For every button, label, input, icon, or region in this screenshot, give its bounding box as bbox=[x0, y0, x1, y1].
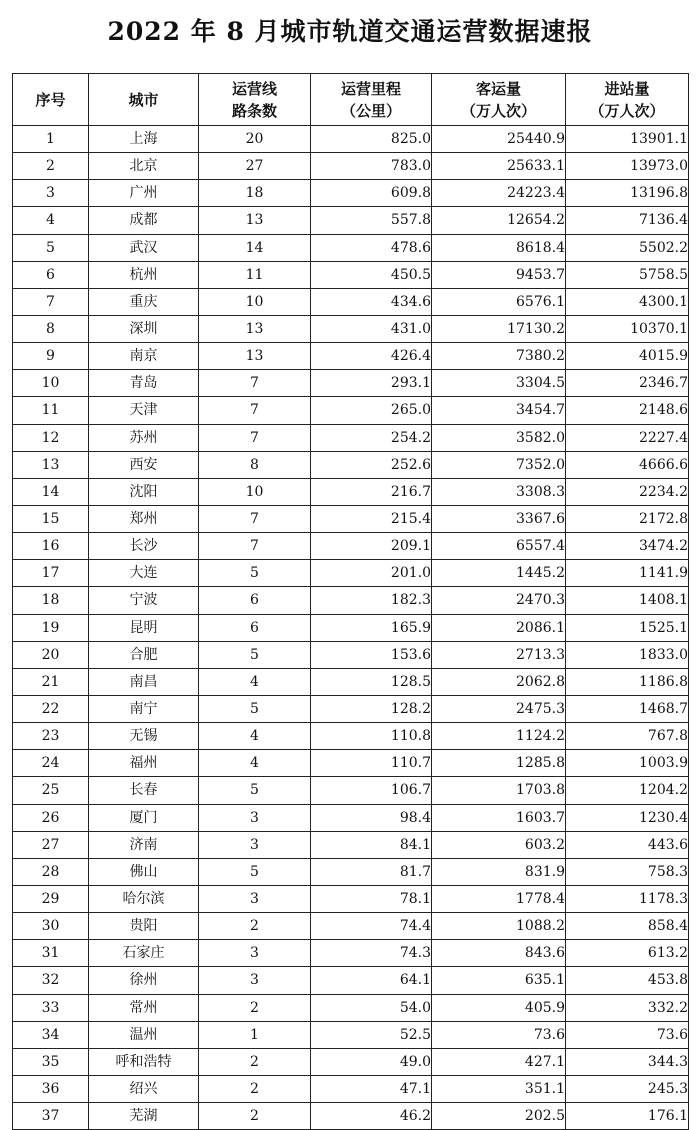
cell-city: 长沙 bbox=[89, 533, 199, 560]
cell-city: 徐州 bbox=[89, 967, 199, 994]
cell-mileage: 431.0 bbox=[311, 315, 432, 342]
table-row bbox=[13, 614, 689, 641]
cell-lines: 3 bbox=[199, 804, 311, 831]
cell-mileage: 52.5 bbox=[311, 1021, 432, 1048]
cell-city: 绍兴 bbox=[89, 1075, 199, 1102]
cell-city: 郑州 bbox=[89, 505, 199, 532]
table-row bbox=[13, 831, 689, 858]
cell-seq: 25 bbox=[13, 777, 89, 804]
cell-city: 上海 bbox=[89, 126, 199, 153]
cell-ridership: 1703.8 bbox=[432, 777, 566, 804]
cell-ridership: 2713.3 bbox=[432, 641, 566, 668]
header-city: 城市 bbox=[89, 74, 199, 126]
cell-lines: 7 bbox=[199, 397, 311, 424]
cell-city: 大连 bbox=[89, 560, 199, 587]
cell-seq: 10 bbox=[13, 370, 89, 397]
table-row bbox=[13, 668, 689, 695]
header-mileage bbox=[311, 74, 432, 126]
cell-seq: 36 bbox=[13, 1075, 89, 1102]
cell-ridership: 1445.2 bbox=[432, 560, 566, 587]
header-entries-line2: （万人次） bbox=[589, 101, 665, 120]
cell-entries: 1178.3 bbox=[566, 885, 689, 912]
cell-seq: 23 bbox=[13, 723, 89, 750]
cell-seq: 34 bbox=[13, 1021, 89, 1048]
cell-mileage: 209.1 bbox=[311, 533, 432, 560]
cell-lines: 3 bbox=[199, 831, 311, 858]
table-row bbox=[13, 1048, 689, 1075]
cell-city: 长春 bbox=[89, 777, 199, 804]
cell-entries: 13196.8 bbox=[566, 180, 689, 207]
cell-lines: 2 bbox=[199, 1103, 311, 1130]
cell-ridership: 2470.3 bbox=[432, 587, 566, 614]
cell-seq: 22 bbox=[13, 695, 89, 722]
cell-mileage: 783.0 bbox=[311, 153, 432, 180]
cell-entries: 767.8 bbox=[566, 723, 689, 750]
cell-ridership: 3367.6 bbox=[432, 505, 566, 532]
cell-mileage: 49.0 bbox=[311, 1048, 432, 1075]
table-row bbox=[13, 370, 689, 397]
cell-seq: 13 bbox=[13, 451, 89, 478]
table-row bbox=[13, 994, 689, 1021]
cell-lines: 5 bbox=[199, 858, 311, 885]
cell-mileage: 153.6 bbox=[311, 641, 432, 668]
cell-entries: 13901.1 bbox=[566, 126, 689, 153]
cell-city: 石家庄 bbox=[89, 940, 199, 967]
table-row bbox=[13, 723, 689, 750]
cell-mileage: 110.8 bbox=[311, 723, 432, 750]
table-row bbox=[13, 641, 689, 668]
cell-ridership: 3454.7 bbox=[432, 397, 566, 424]
cell-lines: 8 bbox=[199, 451, 311, 478]
cell-ridership: 73.6 bbox=[432, 1021, 566, 1048]
cell-mileage: 98.4 bbox=[311, 804, 432, 831]
cell-lines: 7 bbox=[199, 505, 311, 532]
cell-city: 成都 bbox=[89, 207, 199, 234]
cell-lines: 6 bbox=[199, 587, 311, 614]
cell-mileage: 609.8 bbox=[311, 180, 432, 207]
table-row bbox=[13, 858, 689, 885]
cell-lines: 7 bbox=[199, 370, 311, 397]
cell-ridership: 7352.0 bbox=[432, 451, 566, 478]
header-seq: 序号 bbox=[13, 74, 89, 126]
cell-seq: 6 bbox=[13, 261, 89, 288]
cell-mileage: 106.7 bbox=[311, 777, 432, 804]
table-row bbox=[13, 777, 689, 804]
cell-mileage: 74.3 bbox=[311, 940, 432, 967]
cell-city: 杭州 bbox=[89, 261, 199, 288]
table-row bbox=[13, 343, 689, 370]
cell-lines: 5 bbox=[199, 560, 311, 587]
cell-lines: 2 bbox=[199, 994, 311, 1021]
cell-lines: 3 bbox=[199, 967, 311, 994]
cell-mileage: 182.3 bbox=[311, 587, 432, 614]
table-row bbox=[13, 750, 689, 777]
cell-lines: 2 bbox=[199, 1075, 311, 1102]
table-row bbox=[13, 587, 689, 614]
table-row bbox=[13, 533, 689, 560]
cell-city: 厦门 bbox=[89, 804, 199, 831]
cell-ridership: 2086.1 bbox=[432, 614, 566, 641]
cell-seq: 27 bbox=[13, 831, 89, 858]
cell-entries: 1833.0 bbox=[566, 641, 689, 668]
cell-seq: 5 bbox=[13, 234, 89, 261]
cell-mileage: 557.8 bbox=[311, 207, 432, 234]
cell-mileage: 450.5 bbox=[311, 261, 432, 288]
cell-ridership: 603.2 bbox=[432, 831, 566, 858]
cell-mileage: 46.2 bbox=[311, 1103, 432, 1130]
cell-mileage: 81.7 bbox=[311, 858, 432, 885]
cell-ridership: 6576.1 bbox=[432, 288, 566, 315]
cell-mileage: 254.2 bbox=[311, 424, 432, 451]
cell-lines: 3 bbox=[199, 885, 311, 912]
cell-entries: 7136.4 bbox=[566, 207, 689, 234]
cell-mileage: 74.4 bbox=[311, 913, 432, 940]
table-row bbox=[13, 234, 689, 261]
cell-mileage: 825.0 bbox=[311, 126, 432, 153]
cell-ridership: 9453.7 bbox=[432, 261, 566, 288]
header-ridership-line2: （万人次） bbox=[460, 101, 536, 120]
cell-seq: 19 bbox=[13, 614, 89, 641]
page-title: 2022 年 8 月城市轨道交通运营数据速报 bbox=[107, 17, 593, 46]
cell-entries: 2227.4 bbox=[566, 424, 689, 451]
cell-seq: 14 bbox=[13, 478, 89, 505]
header-mileage-line2: （公里） bbox=[340, 101, 401, 120]
cell-lines: 4 bbox=[199, 723, 311, 750]
cell-seq: 8 bbox=[13, 315, 89, 342]
cell-city: 深圳 bbox=[89, 315, 199, 342]
cell-mileage: 47.1 bbox=[311, 1075, 432, 1102]
cell-seq: 20 bbox=[13, 641, 89, 668]
cell-mileage: 128.2 bbox=[311, 695, 432, 722]
cell-mileage: 201.0 bbox=[311, 560, 432, 587]
cell-seq: 4 bbox=[13, 207, 89, 234]
cell-mileage: 434.6 bbox=[311, 288, 432, 315]
cell-entries: 1141.9 bbox=[566, 560, 689, 587]
table-row bbox=[13, 885, 689, 912]
cell-ridership: 8618.4 bbox=[432, 234, 566, 261]
cell-seq: 2 bbox=[13, 153, 89, 180]
cell-entries: 1003.9 bbox=[566, 750, 689, 777]
cell-mileage: 265.0 bbox=[311, 397, 432, 424]
cell-entries: 1186.8 bbox=[566, 668, 689, 695]
cell-entries: 1468.7 bbox=[566, 695, 689, 722]
cell-entries: 5502.2 bbox=[566, 234, 689, 261]
cell-mileage: 84.1 bbox=[311, 831, 432, 858]
cell-ridership: 25633.1 bbox=[432, 153, 566, 180]
cell-city: 西安 bbox=[89, 451, 199, 478]
cell-ridership: 405.9 bbox=[432, 994, 566, 1021]
cell-mileage: 128.5 bbox=[311, 668, 432, 695]
cell-mileage: 426.4 bbox=[311, 343, 432, 370]
cell-ridership: 25440.9 bbox=[432, 126, 566, 153]
cell-ridership: 3304.5 bbox=[432, 370, 566, 397]
cell-city: 天津 bbox=[89, 397, 199, 424]
cell-seq: 16 bbox=[13, 533, 89, 560]
cell-ridership: 427.1 bbox=[432, 1048, 566, 1075]
cell-city: 广州 bbox=[89, 180, 199, 207]
cell-city: 南宁 bbox=[89, 695, 199, 722]
cell-entries: 1230.4 bbox=[566, 804, 689, 831]
cell-mileage: 54.0 bbox=[311, 994, 432, 1021]
header-lines-line1: 运营线 bbox=[231, 79, 277, 98]
cell-seq: 11 bbox=[13, 397, 89, 424]
table-row bbox=[13, 913, 689, 940]
cell-mileage: 78.1 bbox=[311, 885, 432, 912]
cell-lines: 7 bbox=[199, 424, 311, 451]
cell-lines: 13 bbox=[199, 207, 311, 234]
cell-city: 武汉 bbox=[89, 234, 199, 261]
cell-entries: 1204.2 bbox=[566, 777, 689, 804]
cell-ridership: 12654.2 bbox=[432, 207, 566, 234]
cell-entries: 5758.5 bbox=[566, 261, 689, 288]
cell-ridership: 202.5 bbox=[432, 1103, 566, 1130]
cell-city: 芜湖 bbox=[89, 1103, 199, 1130]
cell-city: 北京 bbox=[89, 153, 199, 180]
cell-lines: 10 bbox=[199, 478, 311, 505]
cell-city: 沈阳 bbox=[89, 478, 199, 505]
cell-entries: 4666.6 bbox=[566, 451, 689, 478]
table-row bbox=[13, 180, 689, 207]
cell-city: 重庆 bbox=[89, 288, 199, 315]
cell-entries: 453.8 bbox=[566, 967, 689, 994]
cell-lines: 7 bbox=[199, 533, 311, 560]
cell-city: 南昌 bbox=[89, 668, 199, 695]
table-header-row bbox=[13, 74, 689, 126]
table-row bbox=[13, 451, 689, 478]
cell-entries: 443.6 bbox=[566, 831, 689, 858]
table-row bbox=[13, 153, 689, 180]
cell-ridership: 3582.0 bbox=[432, 424, 566, 451]
cell-city: 济南 bbox=[89, 831, 199, 858]
cell-ridership: 2475.3 bbox=[432, 695, 566, 722]
table-row bbox=[13, 1021, 689, 1048]
cell-ridership: 6557.4 bbox=[432, 533, 566, 560]
cell-ridership: 17130.2 bbox=[432, 315, 566, 342]
header-ridership-line1: 客运量 bbox=[475, 79, 521, 98]
table-row bbox=[13, 126, 689, 153]
cell-lines: 5 bbox=[199, 777, 311, 804]
cell-lines: 1 bbox=[199, 1021, 311, 1048]
cell-mileage: 478.6 bbox=[311, 234, 432, 261]
cell-mileage: 165.9 bbox=[311, 614, 432, 641]
table-row bbox=[13, 424, 689, 451]
cell-seq: 12 bbox=[13, 424, 89, 451]
cell-seq: 3 bbox=[13, 180, 89, 207]
cell-city: 南京 bbox=[89, 343, 199, 370]
cell-ridership: 1285.8 bbox=[432, 750, 566, 777]
cell-entries: 176.1 bbox=[566, 1103, 689, 1130]
cell-seq: 15 bbox=[13, 505, 89, 532]
cell-seq: 28 bbox=[13, 858, 89, 885]
cell-entries: 245.3 bbox=[566, 1075, 689, 1102]
cell-city: 福州 bbox=[89, 750, 199, 777]
cell-seq: 24 bbox=[13, 750, 89, 777]
cell-ridership: 24223.4 bbox=[432, 180, 566, 207]
cell-lines: 4 bbox=[199, 750, 311, 777]
cell-lines: 2 bbox=[199, 913, 311, 940]
cell-seq: 1 bbox=[13, 126, 89, 153]
table-row bbox=[13, 505, 689, 532]
cell-city: 温州 bbox=[89, 1021, 199, 1048]
cell-lines: 4 bbox=[199, 668, 311, 695]
cell-lines: 2 bbox=[199, 1048, 311, 1075]
cell-entries: 13973.0 bbox=[566, 153, 689, 180]
cell-lines: 3 bbox=[199, 940, 311, 967]
cell-entries: 2172.8 bbox=[566, 505, 689, 532]
cell-lines: 13 bbox=[199, 343, 311, 370]
cell-seq: 29 bbox=[13, 885, 89, 912]
cell-entries: 2346.7 bbox=[566, 370, 689, 397]
cell-mileage: 293.1 bbox=[311, 370, 432, 397]
cell-entries: 613.2 bbox=[566, 940, 689, 967]
cell-city: 合肥 bbox=[89, 641, 199, 668]
cell-seq: 21 bbox=[13, 668, 89, 695]
header-entries-line1: 进站量 bbox=[604, 79, 650, 98]
header-lines bbox=[199, 74, 311, 126]
cell-ridership: 1124.2 bbox=[432, 723, 566, 750]
cell-lines: 10 bbox=[199, 288, 311, 315]
cell-lines: 27 bbox=[199, 153, 311, 180]
cell-entries: 4300.1 bbox=[566, 288, 689, 315]
cell-seq: 32 bbox=[13, 967, 89, 994]
cell-ridership: 1778.4 bbox=[432, 885, 566, 912]
cell-city: 无锡 bbox=[89, 723, 199, 750]
table-row bbox=[13, 315, 689, 342]
header-ridership bbox=[432, 74, 566, 126]
table-row bbox=[13, 804, 689, 831]
table-row bbox=[13, 261, 689, 288]
table-row bbox=[13, 288, 689, 315]
table-row bbox=[13, 967, 689, 994]
cell-lines: 14 bbox=[199, 234, 311, 261]
cell-seq: 18 bbox=[13, 587, 89, 614]
table-body bbox=[13, 126, 689, 1130]
cell-ridership: 635.1 bbox=[432, 967, 566, 994]
cell-mileage: 64.1 bbox=[311, 967, 432, 994]
cell-entries: 1408.1 bbox=[566, 587, 689, 614]
cell-seq: 35 bbox=[13, 1048, 89, 1075]
header-mileage-line1: 运营里程 bbox=[340, 79, 401, 98]
table-row bbox=[13, 207, 689, 234]
cell-entries: 3474.2 bbox=[566, 533, 689, 560]
cell-ridership: 351.1 bbox=[432, 1075, 566, 1102]
cell-ridership: 2062.8 bbox=[432, 668, 566, 695]
cell-seq: 9 bbox=[13, 343, 89, 370]
cell-mileage: 216.7 bbox=[311, 478, 432, 505]
cell-city: 呼和浩特 bbox=[89, 1048, 199, 1075]
cell-ridership: 7380.2 bbox=[432, 343, 566, 370]
cell-city: 青岛 bbox=[89, 370, 199, 397]
cell-entries: 2234.2 bbox=[566, 478, 689, 505]
table-row bbox=[13, 478, 689, 505]
header-entries bbox=[566, 74, 689, 126]
cell-lines: 6 bbox=[199, 614, 311, 641]
metro-data-table bbox=[12, 73, 689, 1130]
cell-entries: 344.3 bbox=[566, 1048, 689, 1075]
cell-seq: 17 bbox=[13, 560, 89, 587]
cell-mileage: 215.4 bbox=[311, 505, 432, 532]
cell-city: 宁波 bbox=[89, 587, 199, 614]
table-row bbox=[13, 940, 689, 967]
cell-city: 常州 bbox=[89, 994, 199, 1021]
cell-seq: 26 bbox=[13, 804, 89, 831]
cell-seq: 31 bbox=[13, 940, 89, 967]
cell-ridership: 3308.3 bbox=[432, 478, 566, 505]
cell-lines: 18 bbox=[199, 180, 311, 207]
cell-entries: 10370.1 bbox=[566, 315, 689, 342]
cell-city: 昆明 bbox=[89, 614, 199, 641]
table-row bbox=[13, 560, 689, 587]
cell-lines: 5 bbox=[199, 695, 311, 722]
cell-ridership: 1603.7 bbox=[432, 804, 566, 831]
cell-mileage: 110.7 bbox=[311, 750, 432, 777]
table-row bbox=[13, 695, 689, 722]
cell-mileage: 252.6 bbox=[311, 451, 432, 478]
cell-entries: 2148.6 bbox=[566, 397, 689, 424]
cell-seq: 30 bbox=[13, 913, 89, 940]
cell-seq: 7 bbox=[13, 288, 89, 315]
cell-entries: 4015.9 bbox=[566, 343, 689, 370]
cell-city: 佛山 bbox=[89, 858, 199, 885]
cell-entries: 758.3 bbox=[566, 858, 689, 885]
cell-ridership: 831.9 bbox=[432, 858, 566, 885]
cell-city: 哈尔滨 bbox=[89, 885, 199, 912]
cell-city: 苏州 bbox=[89, 424, 199, 451]
cell-lines: 13 bbox=[199, 315, 311, 342]
table-row bbox=[13, 1075, 689, 1102]
cell-lines: 11 bbox=[199, 261, 311, 288]
header-lines-line2: 路条数 bbox=[231, 101, 277, 120]
cell-entries: 1525.1 bbox=[566, 614, 689, 641]
cell-entries: 73.6 bbox=[566, 1021, 689, 1048]
table-row bbox=[13, 1103, 689, 1130]
cell-entries: 332.2 bbox=[566, 994, 689, 1021]
cell-lines: 5 bbox=[199, 641, 311, 668]
cell-ridership: 1088.2 bbox=[432, 913, 566, 940]
table-row bbox=[13, 397, 689, 424]
cell-ridership: 843.6 bbox=[432, 940, 566, 967]
cell-lines: 20 bbox=[199, 126, 311, 153]
cell-seq: 33 bbox=[13, 994, 89, 1021]
cell-city: 贵阳 bbox=[89, 913, 199, 940]
cell-entries: 858.4 bbox=[566, 913, 689, 940]
cell-seq: 37 bbox=[13, 1103, 89, 1130]
